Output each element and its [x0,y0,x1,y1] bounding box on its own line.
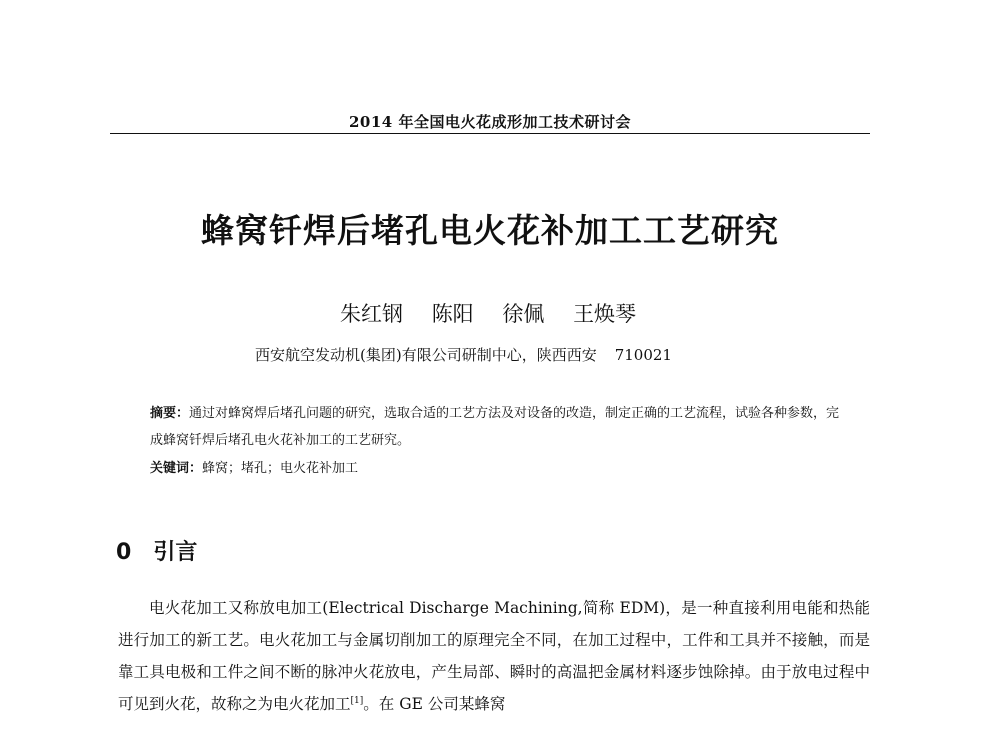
section-title: 引言 [153,540,198,565]
affiliation-org: 西安航空发动机(集团)有限公司研制中心，陕西西安 [255,346,597,364]
author: 朱红钢 [340,302,403,326]
abstract-label: 摘要： [150,406,190,421]
keywords [150,457,358,476]
affiliation [255,344,672,365]
author-list [340,298,636,328]
running-header: 2014 年全国电火花成形加工技术研讨会 [349,113,631,131]
header-rule [110,133,870,134]
affiliation-postcode: 710021 [614,346,672,364]
author: 徐佩 [502,302,545,326]
keywords-label: 关键词： [150,461,203,476]
paper-title: 蜂窝钎焊后堵孔电火花补加工工艺研究 [201,211,779,250]
section-number: 0 [116,540,132,565]
keywords-text: 蜂窝；堵孔；电火花补加工 [202,461,359,476]
section-heading [116,535,197,566]
author: 王焕琴 [573,302,637,326]
body-continuation: 。在 GE 公司某蜂窝 [363,695,506,713]
abstract [150,400,840,454]
body-text: 电火花加工又称放电加工(Electrical Discharge Machining,简称 EDM)，是一种直接利用电能和热能进行加工的新工艺。电火花加工与金属切削加工的原理完全不同，在加工过程中，工件和工具并不接触，而是靠工具电极和工件之间不断的脉冲火花放电，产生局部、瞬时的高温把金属材料逐步蚀除掉。由于放电过程中可见到火花，故称之为电火花加工 [118,599,870,713]
author: 陈阳 [431,302,474,326]
body-paragraph [118,592,870,720]
citation-ref: [1] [350,695,364,706]
abstract-text: 通过对蜂窝焊后堵孔问题的研究，选取合适的工艺方法及对设备的改造，制定正确的工艺流程，试验各种参数，完成蜂窝钎焊后堵孔电火花补加工的工艺研究。 [150,406,840,448]
